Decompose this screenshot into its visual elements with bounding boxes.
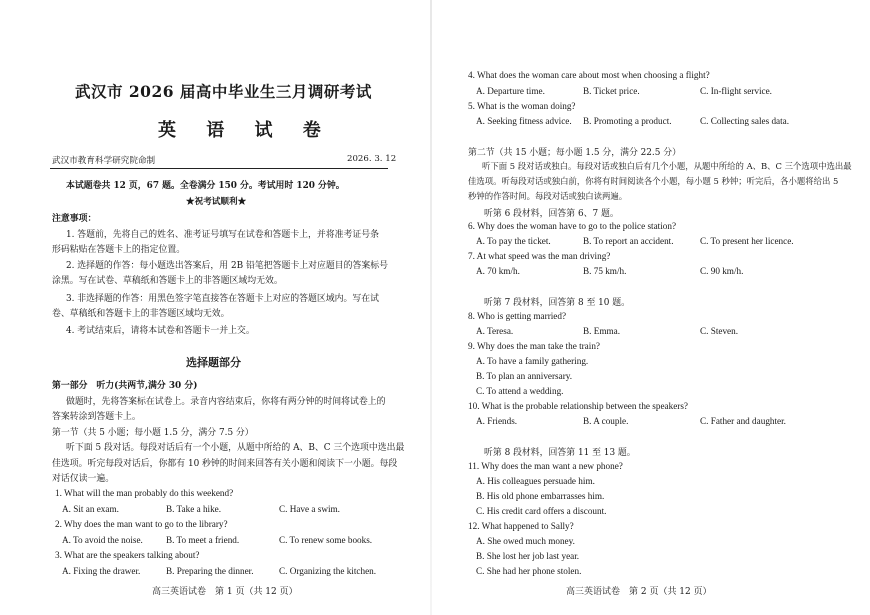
question-11: 11. Why does the man want a new phone? (468, 461, 623, 471)
question-1-option-c: C. Have a swim. (279, 504, 340, 514)
question-12-option-b: B. She lost her job last year. (476, 551, 580, 561)
section-1-instruction-line-3: 对话仅读一遍。 (52, 474, 115, 484)
question-10: 10. What is the probable relationship between the speakers? (468, 401, 689, 411)
question-7-option-c: C. 90 km/h. (700, 266, 744, 276)
question-12-option-c: C. She had her phone stolen. (476, 566, 582, 576)
question-2-option-b: B. To meet a friend. (166, 535, 240, 545)
question-2-option-c: C. To renew some books. (279, 535, 373, 545)
exam-title: 武汉市 2026 届高中毕业生三月调研考试 (75, 82, 372, 101)
notice-4: 4. 考试结束后，请将本试卷和答题卡一并上交。 (66, 326, 255, 336)
section-1-instruction-line-1: 听下面 5 段对话。每段对话后有一个小题，从题中所给的 A、B、C 三个选项中选出最 (66, 443, 405, 453)
part-1-instruction-line-1: 做题时，先将答案标在试卷上。录音内容结束后，你将有两分钟的时间将试卷上的 (66, 397, 386, 407)
question-6: 6. Why does the woman have to go to the police station? (468, 221, 677, 231)
question-6-option-a: A. To pay the ticket. (476, 236, 551, 246)
question-10-option-c: C. Father and daughter. (700, 416, 786, 426)
page-footer-2: 高三英语试卷 第 2 页（共 12 页） (566, 587, 712, 597)
question-7-option-b: B. 75 km/h. (583, 266, 627, 276)
question-4: 4. What does the woman care about most when choosing a flight? (468, 70, 710, 80)
question-8-option-b: B. Emma. (583, 326, 621, 336)
question-4-option-b: B. Ticket price. (583, 86, 640, 96)
question-9-option-a: A. To have a family gathering. (476, 356, 589, 366)
exam-date: 2026. 3. 12 (347, 154, 397, 164)
question-4-option-a: A. Departure time. (476, 86, 545, 96)
section-1-heading: 第一节（共 5 小题；每小题 1.5 分，满分 7.5 分） (52, 428, 254, 438)
question-2: 2. Why does the man want to go to the library? (55, 519, 228, 529)
question-5: 5. What is the woman doing? (468, 101, 576, 111)
part-1-instruction-line-2: 答案转涂到答题卡上。 (52, 412, 141, 422)
section-title: 选择题部分 (186, 356, 241, 369)
question-1-option-a: A. Sit an exam. (62, 504, 119, 514)
question-8-option-c: C. Steven. (700, 326, 739, 336)
subject-title: 英 语 试 卷 (158, 120, 333, 141)
question-8: 8. Who is getting married? (468, 311, 567, 321)
notice-1-line-1: 1. 答题前，先将自己的姓名、准考证号填写在试卷和答题卡上，并将准考证号条 (66, 230, 380, 240)
question-7: 7. At what speed was the man driving? (468, 251, 611, 261)
question-4-option-c: C. In-flight service. (700, 86, 772, 96)
passage-7-heading: 听第 7 段材料，回答第 8 至 10 题。 (484, 298, 631, 308)
question-1-option-b: B. Take a hike. (166, 504, 222, 514)
question-3-option-b: B. Preparing the dinner. (166, 566, 254, 576)
question-3-option-a: A. Fixing the drawer. (62, 566, 141, 576)
question-10-option-b: B. A couple. (583, 416, 629, 426)
passage-6-heading: 听第 6 段材料，回答第 6、7 题。 (484, 209, 619, 219)
question-6-option-b: B. To report an accident. (583, 236, 674, 246)
question-6-option-c: C. To present her licence. (700, 236, 794, 246)
section-1-instruction-line-2: 佳选项。听完每段对话后，你都有 10 秒钟的时间来回答有关小题和阅读下一小题。每段 (52, 459, 398, 469)
question-3-option-c: C. Organizing the kitchen. (279, 566, 377, 576)
part-1-heading: 第一部分 听力(共两节,满分 30 分) (52, 381, 198, 391)
notice-2-line-1: 2. 选择题的作答：每小题选出答案后，用 2B 铅笔把答题卡上对应题目的答案标号 (66, 261, 388, 271)
notice-1-line-2: 形码粘贴在答题卡上的指定位置。 (52, 245, 186, 255)
question-8-option-a: A. Teresa. (476, 326, 514, 336)
notice-3-line-1: 3. 非选择题的作答：用黑色签字笔直接答在答题卡上对应的答题区域内。写在试 (66, 294, 380, 304)
notice-heading: 注意事项： (52, 214, 97, 224)
question-9: 9. Why does the man take the train? (468, 341, 600, 351)
question-5-option-c: C. Collecting sales data. (700, 116, 790, 126)
exam-info: 本试题卷共 12 页，67 题。全卷满分 150 分。考试用时 120 分钟。 (66, 181, 345, 191)
section-2-instruction-line-1: 听下面 5 段对话或独白。每段对话或独白后有几个小题，从题中所给的 A、B、C 三个选项中选出最 (482, 161, 852, 171)
question-1: 1. What will the man probably do this weekend? (55, 488, 234, 498)
motto: ★祝考试顺利★ (186, 197, 247, 207)
notice-2-line-2: 涂黑。写在试卷、草稿纸和答题卡上的非答题区域均无效。 (52, 276, 283, 286)
passage-8-heading: 听第 8 段材料，回答第 11 至 13 题。 (484, 448, 636, 458)
header-rule (50, 168, 388, 169)
question-7-option-a: A. 70 km/h. (476, 266, 520, 276)
issuer: 武汉市教育科学研究院命制 (52, 156, 156, 166)
question-9-option-b: B. To plan an anniversary. (476, 371, 573, 381)
section-2-instruction-line-3: 秒钟的作答时间。每段对话或独白读两遍。 (468, 191, 628, 201)
question-11-option-b: B. His old phone embarrasses him. (476, 491, 605, 501)
section-2-instruction-line-2: 佳选项。听每段对话或独白前，你将有时间阅读各个小题，每小题 5 秒钟；听完后，各小题将给出 5 (468, 176, 839, 186)
question-3: 3. What are the speakers talking about? (55, 550, 200, 560)
page-footer-1: 高三英语试卷 第 1 页（共 12 页） (152, 587, 298, 597)
exam-page-2 (432, 0, 870, 615)
exam-page-1 (0, 0, 430, 615)
question-12: 12. What happened to Sally? (468, 521, 574, 531)
notice-3-line-2: 卷、草稿纸和答题卡上的非答题区域均无效。 (52, 309, 230, 319)
question-11-option-a: A. His colleagues persuade him. (476, 476, 595, 486)
question-5-option-b: B. Promoting a product. (583, 116, 672, 126)
question-11-option-c: C. His credit card offers a discount. (476, 506, 607, 516)
question-12-option-a: A. She owed much money. (476, 536, 575, 546)
section-2-heading: 第二节（共 15 小题；每小题 1.5 分，满分 22.5 分） (468, 148, 681, 158)
question-10-option-a: A. Friends. (476, 416, 518, 426)
question-2-option-a: A. To avoid the noise. (62, 535, 143, 545)
question-9-option-c: C. To attend a wedding. (476, 386, 564, 396)
question-5-option-a: A. Seeking fitness advice. (476, 116, 572, 126)
